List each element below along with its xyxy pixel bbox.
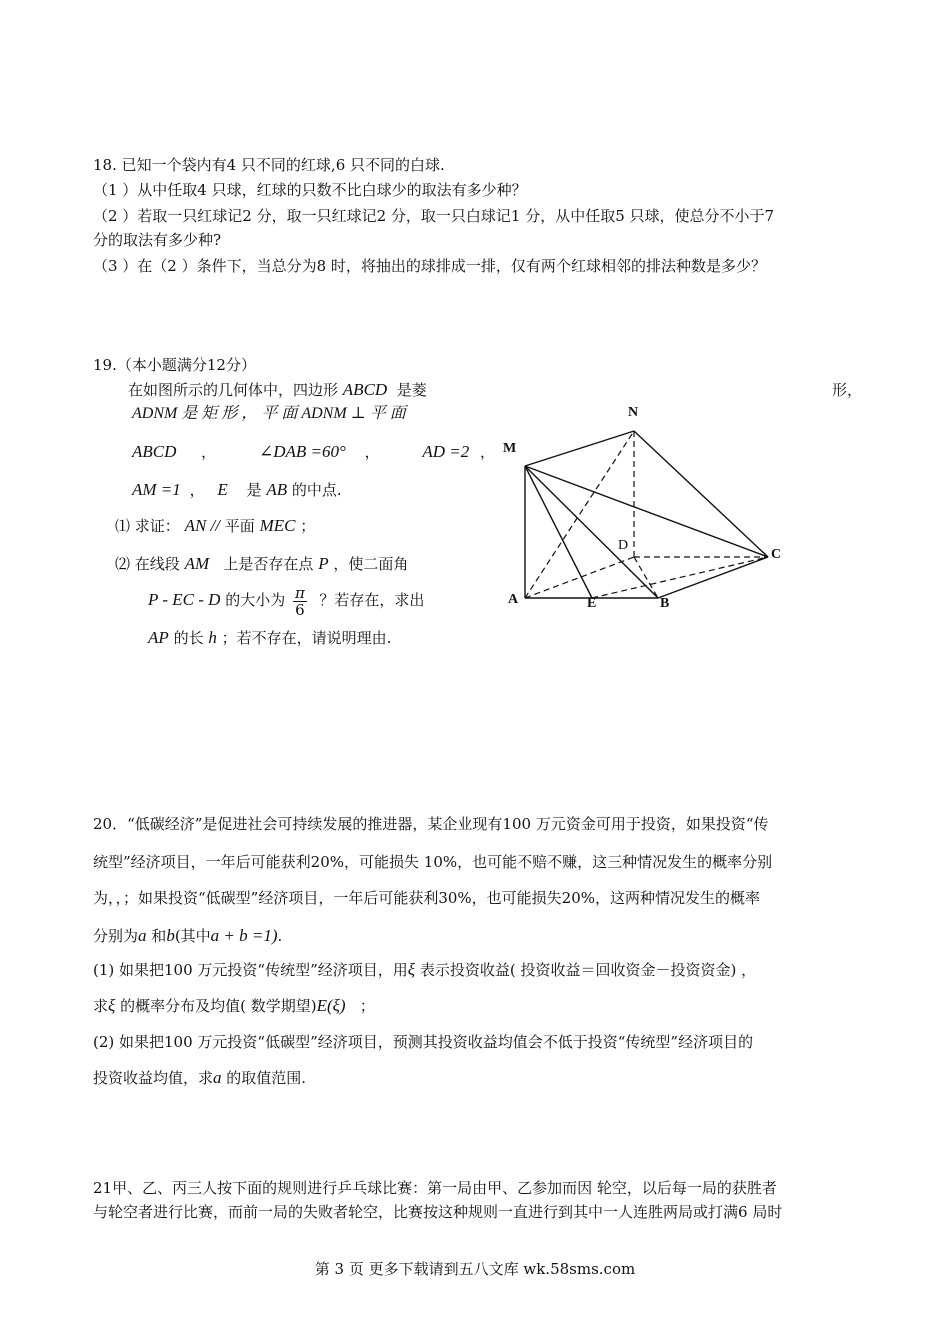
q18-part2-line1: （2 ）若取一只红球记2 分，取一只红球记2 分，取一只白球记1 分，从中任取5 只球，使总分不小于7 — [93, 207, 775, 225]
q19-l4b: ， — [189, 481, 205, 499]
q19-s4d: ；若不存在，请说明理由. — [221, 629, 392, 647]
q19-s2c: 上是否存在点 — [223, 555, 314, 573]
q20-l6d: E(ξ) — [316, 996, 346, 1015]
q20-l5c: 表示投资收益( 投资收益＝回收资金－投资资金) ， — [419, 961, 757, 979]
q21-line2: 与轮空者进行比赛，而前一局的失败者轮空，比赛按这种规则一直进行到其中一人连胜两局或打满6 局时 — [93, 1203, 783, 1221]
q19-sub2-line2 — [148, 582, 424, 618]
q20-line8 — [93, 1068, 306, 1088]
q19-s1d: MEC — [259, 516, 296, 535]
q19-l1b: 是菱 — [396, 381, 427, 399]
edge-MB — [525, 466, 658, 598]
q19-s3a: P - EC - D — [148, 590, 221, 609]
q20-line4 — [93, 926, 282, 946]
q19-s1a: ⑴ 求证： — [115, 517, 180, 535]
label-M: M — [503, 441, 517, 456]
q19-line1 — [128, 380, 427, 400]
q19-l1a: 在如图所示的几何体中，四边形 — [128, 381, 339, 399]
q19-s2d: P — [318, 554, 329, 573]
q19-s4a: AP — [148, 628, 169, 647]
q18-part2-line2: 分的取法有多少种? — [93, 231, 222, 249]
q19-s1c: 平面 — [224, 517, 255, 535]
label-N: N — [628, 405, 639, 420]
q20-l8a: 投资收益均值，求 — [93, 1069, 214, 1087]
pi-over-six-fraction — [293, 585, 307, 618]
q19-l4e: AB — [266, 480, 288, 499]
q20-line1: 20．“低碳经济”是促进社会可持续发展的推进器，某企业现有100 万元资金可用于投资，如果投资“传 — [93, 815, 769, 833]
q19-l4f: 的中点. — [291, 481, 342, 499]
q20-l6c: 的概率分布及均值( 数学期望) — [120, 997, 317, 1015]
q19-l3f: ， — [480, 443, 496, 461]
q20-l4d: b — [166, 926, 175, 945]
q19-sub2 — [115, 554, 408, 574]
q18-part1: （1 ）从中任取4 只球，红球的只数不比白球少的取法有多少种？ — [93, 181, 527, 199]
q20-l5b: ξ — [407, 960, 416, 979]
q19-s3c: ？若存在，求出 — [319, 591, 425, 609]
edge-AD — [525, 557, 634, 598]
edge-BC — [658, 557, 768, 598]
q20-l6e: ； — [359, 997, 375, 1015]
q19-s2a: ⑵ 在线段 — [115, 555, 180, 573]
q19-l1m: ABCD — [342, 380, 388, 399]
q20-l4f: a + b =1) — [210, 926, 278, 945]
q19-s1b: AN // — [184, 516, 220, 535]
fraction-denominator: 6 — [295, 600, 305, 619]
q19-l3c: ∠DAB =60° — [258, 442, 346, 461]
label-B: B — [660, 596, 670, 611]
edge-NC — [634, 431, 768, 557]
q19-sub1 — [115, 516, 315, 536]
edge-MC — [525, 466, 768, 557]
q20-l4e: (其中 — [174, 927, 211, 945]
q20-l4g: . — [277, 927, 283, 945]
q19-l3b: ， — [201, 443, 217, 461]
q20-line3: 为，，；如果投资“低碳型”经济项目，一年后可能获利30%，也可能损失20%，这两种情况发生的概率 — [93, 889, 761, 907]
label-C: C — [771, 547, 782, 562]
q20-line6 — [93, 996, 375, 1016]
q21-line1: 21甲、乙、丙三人按下面的规则进行乒乓球比赛：第一局由甲、乙参加而因 轮空，以后每一局的获胜者 — [93, 1179, 777, 1197]
q20-l8b: a — [213, 1068, 222, 1087]
q20-l6b: ξ — [108, 996, 116, 1015]
q19-s3b: 的大小为 — [225, 591, 286, 609]
q19-l4d: 是 — [246, 481, 262, 499]
q20-l8c: 的取值范围. — [226, 1069, 307, 1087]
label-E: E — [587, 596, 597, 611]
q19-title: 19.（本小题满分12分） — [93, 356, 256, 374]
q20-l4c: 和 — [151, 927, 167, 945]
q19-l4c: E — [217, 480, 228, 499]
q19-l3a: ABCD — [132, 442, 177, 461]
q18-part3: （3 ）在（2 ）条件下，当总分为8 时，将抽出的球排成一排，仅有两个红球相邻的排法种数是多少？ — [93, 257, 766, 275]
q20-l4a: 分别为 — [93, 927, 139, 945]
q20-l4b: a — [138, 926, 147, 945]
q19-s2e: ，使二面角 — [333, 555, 409, 573]
q19-s2b: AM — [184, 554, 210, 573]
q19-line4 — [132, 480, 342, 500]
geometry-figure — [500, 400, 800, 615]
q19-line2: ADNM 是 矩 形 ， 平 面 ADNM ⊥ 平 面 — [132, 405, 406, 422]
edge-EC — [592, 557, 768, 598]
fraction-numerator: π — [294, 583, 305, 602]
q20-line5 — [93, 960, 756, 980]
q20-line2: 统型”经济项目，一年后可能获利20%，可能损失 10%，也可能不赔不赚，这三种情况发生的概率分别 — [93, 853, 773, 871]
label-A: A — [508, 592, 519, 607]
q18-title: 18. 已知一个袋内有4 只不同的红球,6 只不同的白球. — [93, 156, 445, 174]
q19-l3d: ， — [364, 443, 380, 461]
q19-sub2-line3 — [148, 628, 391, 648]
label-D: D — [618, 538, 629, 553]
q20-line7: (2) 如果把100 万元投资“低碳型”经济项目，预测其投资收益均值会不低于投资“传统型”经济项目的 — [93, 1033, 754, 1051]
q19-line3 — [132, 442, 495, 462]
q19-s4c: h — [208, 628, 217, 647]
q19-l4a: AM =1 — [132, 480, 181, 499]
q19-l3e: AD =2 — [422, 442, 470, 461]
q20-l6a: 求 — [93, 997, 109, 1015]
edge-ME — [525, 466, 592, 598]
page-footer: 第 3 页 更多下载请到五八文库 wk.58sms.com — [314, 1260, 636, 1278]
q19-s1e: ； — [300, 517, 316, 535]
q19-line1-end: 形， — [832, 381, 863, 399]
edge-MN — [525, 431, 634, 466]
q20-l5a: (1) 如果把100 万元投资“传统型”经济项目，用 — [93, 961, 408, 979]
q19-s4b: 的长 — [173, 629, 204, 647]
